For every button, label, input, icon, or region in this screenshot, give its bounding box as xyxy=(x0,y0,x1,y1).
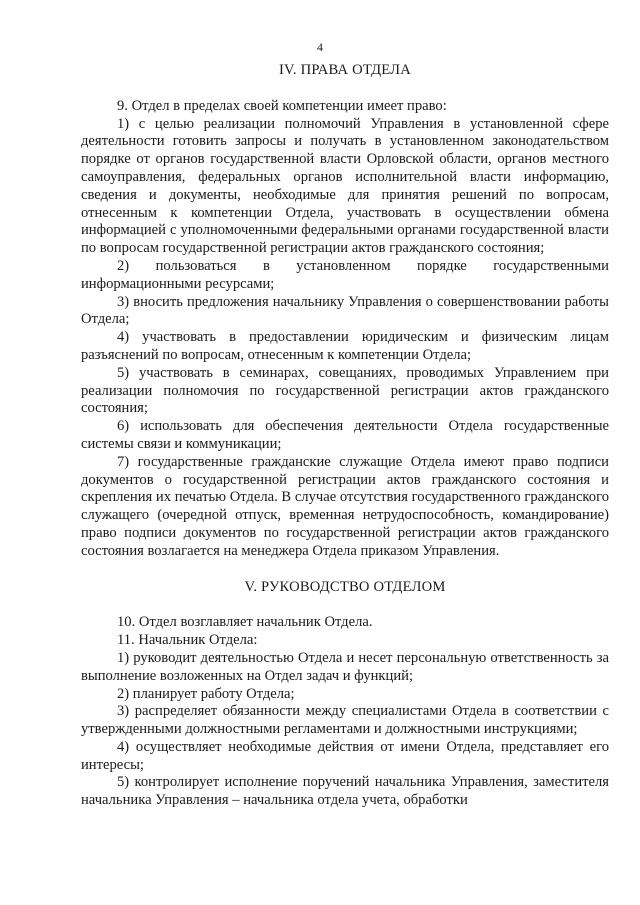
paragraph: 9. Отдел в пределах своей компетенции имеет право: xyxy=(117,97,447,114)
paragraph: 3) вносить предложения начальнику Управления о совершенствовании работы Отдела; xyxy=(81,293,609,328)
paragraph: 2) пользоваться в установленном порядке государственными информационными ресурсами; xyxy=(81,257,609,292)
paragraph: 3) распределяет обязанности между специалистами Отдела в соответствии с утвержденными должностными регламентами и должностными инструкциями; xyxy=(81,703,609,738)
section-heading-rights: IV. ПРАВА ОТДЕЛА xyxy=(279,62,411,78)
paragraph: 5) контролирует исполнение поручений начальника Управления, заместителя начальника Управления – начальника отдела учета, обработки xyxy=(81,774,609,809)
paragraph: 11. Начальник Отдела: xyxy=(117,632,258,649)
section-rights xyxy=(81,98,609,561)
document-body xyxy=(81,62,609,810)
paragraph: 6) использовать для обеспечения деятельности Отдела государственные системы связи и коммуникации; xyxy=(81,418,609,452)
section-heading-management: V. РУКОВОДСТВО ОТДЕЛОМ xyxy=(244,578,446,595)
paragraph: 5) участвовать в семинарах, совещаниях, проводимых Управлением при реализации полномочия по государственной регистрации актов гражданского состояния; xyxy=(81,364,609,417)
paragraph: 1) руководит деятельностью Отдела и несет персональную ответственность за выполнение возложенных на Отдел задач и функций; xyxy=(81,649,609,684)
paragraph: 1) с целью реализации полномочий Управления в установленной сфере деятельности готовить запросы и получать в установленном законодательством порядке от органов государственной власти Орловской области, органов местного самоуправления, федеральных органов исполнительной власти информацию, сведения и документы, необходимые для принятия решений по вопросам, отнесенным к компетенции Отдела, участвовать в осуществлении обмена информацией с уполномоченными федеральными органами государственной власти по вопросам государственной регистрации актов гражданского состояния; xyxy=(81,115,609,257)
paragraph: 4) участвовать в предоставлении юридическим и физическим лицам разъяснений по вопросам, отнесенным к компетенции Отдела; xyxy=(81,329,609,363)
paragraph: 10. Отдел возглавляет начальник Отдела. xyxy=(117,614,373,631)
paragraph: 7) государственные гражданские служащие Отдела имеют право подписи документов о государственной регистрации актов гражданского состояния и скрепления их печатью Отдела. В случае отсутствия государственного гражданского служащего (очередной отпуск, временная нетрудоспособность, командирование) право подписи документов по государственной регистрации актов гражданского состояния возлагается на менеджера Отдела приказом Управления. xyxy=(81,453,609,559)
section-management xyxy=(81,614,609,810)
paragraph: 4) осуществляет необходимые действия от имени Отдела, представляет его интересы; xyxy=(81,738,609,773)
paragraph: 2) планирует работу Отдела; xyxy=(117,685,295,702)
page-number: 4 xyxy=(317,40,323,54)
